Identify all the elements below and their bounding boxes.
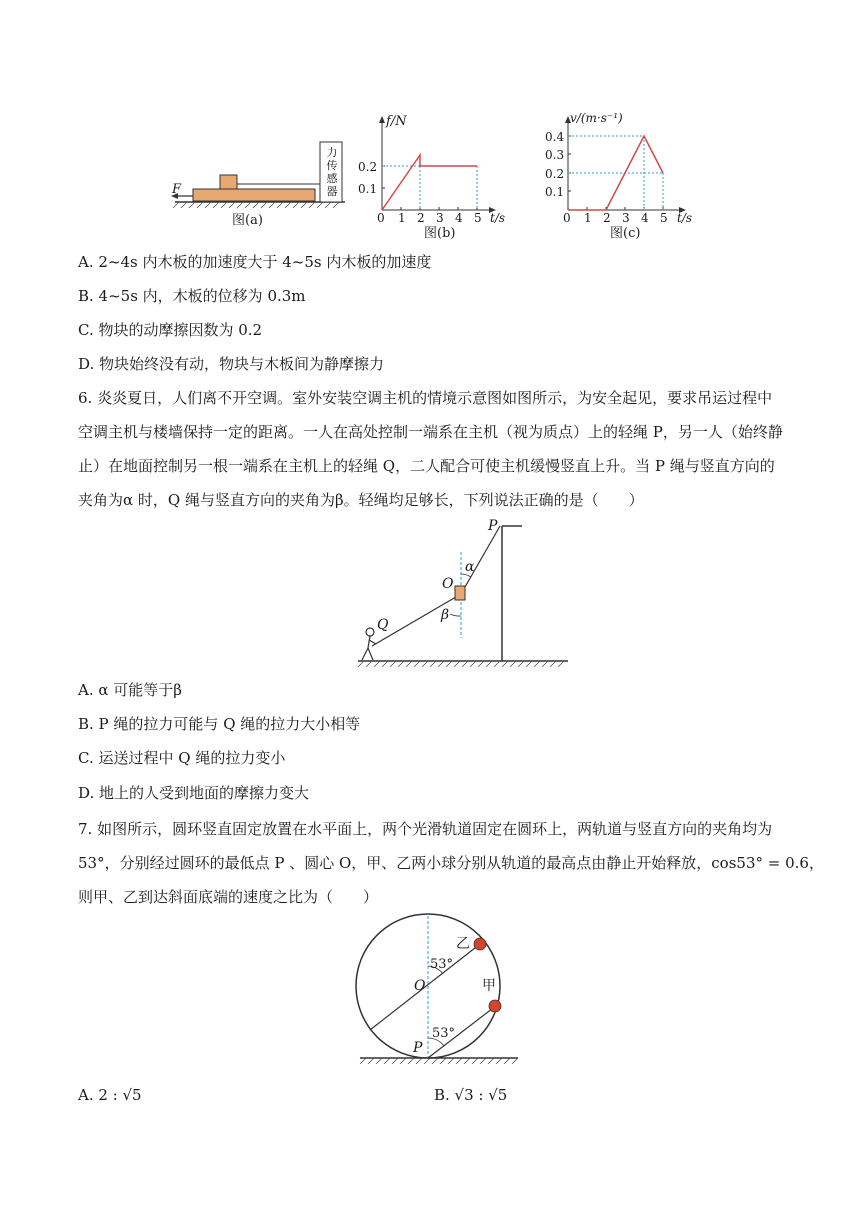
q6-label-q: Q xyxy=(377,617,389,633)
force-label: F xyxy=(172,182,182,197)
fig-b-x-tick-2: 2 xyxy=(417,211,425,225)
q5-option-b: B. 4~5s 内，木板的位移为 0.3m xyxy=(78,287,306,305)
q7-option-b: B. √3 : √5 xyxy=(434,1086,508,1104)
q6-option-a: A. α 可能等于β xyxy=(78,681,182,699)
q7-label-angle-top: 53° xyxy=(430,957,454,972)
q6-label-p: P xyxy=(488,518,498,534)
fig-c-origin: 0 xyxy=(563,211,571,225)
fig-c-x-tick-2: 2 xyxy=(603,211,611,225)
fig-b-x-tick-5: 5 xyxy=(474,211,482,225)
q7-stem-line-2: 53°，分别经过圆环的最低点 P 、圆心 O，甲、乙两小球分别从轨道的最高点由静止开始释放，cos53° = 0.6， xyxy=(78,854,824,872)
fig-c-y-label: v/(m·s⁻¹) xyxy=(570,111,623,125)
q6-label-beta: β xyxy=(441,607,450,623)
fig-c-x-tick-3: 3 xyxy=(622,211,630,225)
q6-label-o: O xyxy=(442,576,454,592)
figure-c-caption: 图(c) xyxy=(610,226,641,241)
q6-stem-line-3: 止）在地面控制另一根一端系在主机上的轻绳 Q，二人配合可使主机缓慢竖直上升。当 P 绳与竖直方向的 xyxy=(78,457,775,475)
q6-option-d: D. 地上的人受到地面的摩擦力变大 xyxy=(78,784,310,802)
person-icon xyxy=(362,628,376,660)
sensor-label: 力 传 感 器 xyxy=(326,146,338,198)
q5-option-d: D. 物块始终没有动，物块与木板间为静摩擦力 xyxy=(78,355,385,373)
q7-label-yi: 乙 xyxy=(456,936,470,952)
q7-stem-line-1: 7. 如图所示，圆环竖直固定放置在水平面上，两个光滑轨道固定在圆环上，两轨道与竖直方向的夹角均为 xyxy=(78,820,773,838)
q7-option-a: A. 2 : √5 xyxy=(78,1086,142,1104)
q7-label-p: P xyxy=(413,1040,423,1056)
fig-b-x-tick-3: 3 xyxy=(436,211,444,225)
fig-c-y-tick-0.1: 0.1 xyxy=(545,185,565,199)
figure-b-caption: 图(b) xyxy=(424,226,456,241)
fig-c-x-tick-5: 5 xyxy=(660,211,668,225)
fig-b-origin: 0 xyxy=(377,211,385,225)
fig-c-x-tick-1: 1 xyxy=(584,211,592,225)
q6-label-alpha: α xyxy=(465,559,475,575)
q6-figure xyxy=(340,518,570,674)
fig-b-y-tick-0.2: 0.2 xyxy=(358,160,378,174)
fig-b-x-tick-4: 4 xyxy=(455,211,463,225)
q5-option-c: C. 物块的动摩擦因数为 0.2 xyxy=(78,321,263,339)
q6-option-c: C. 运送过程中 Q 绳的拉力变小 xyxy=(78,749,286,767)
q7-label-jia: 甲 xyxy=(482,978,496,994)
block xyxy=(220,175,237,189)
friction-graph xyxy=(382,155,477,210)
q7-label-angle-bottom: 53° xyxy=(432,1026,456,1041)
ball-yi xyxy=(474,938,486,950)
fig-b-y-tick-0.1: 0.1 xyxy=(358,182,378,196)
q6-stem-line-2: 空调主机与楼墙保持一定的距离。一人在高处控制一端系在主机（视为质点）上的轻绳 P，另一人（始终静 xyxy=(78,423,783,441)
fig-c-y-tick-0.4: 0.4 xyxy=(545,130,565,144)
fig-b-x-label: t/s xyxy=(490,211,506,225)
fig-c-y-tick-0.2: 0.2 xyxy=(545,167,565,181)
board xyxy=(193,189,315,201)
fig-c-x-label: t/s xyxy=(677,211,693,225)
fig-b-y-label: f/N xyxy=(386,114,407,129)
fig-b-x-tick-1: 1 xyxy=(398,211,406,225)
q6-stem-line-1: 6. 炎炎夏日，人们离不开空调。室外安装空调主机的情境示意图如图所示，为安全起见，要求吊运过程中 xyxy=(78,389,773,407)
q6-option-b: B. P 绳的拉力可能与 Q 绳的拉力大小相等 xyxy=(78,715,361,733)
fig-c-x-tick-4: 4 xyxy=(641,211,649,225)
fig-c-y-tick-0.3: 0.3 xyxy=(545,148,565,162)
ac-unit xyxy=(455,586,465,600)
q7-stem-line-3: 则甲、乙到达斜面底端的速度之比为（ ） xyxy=(78,888,379,906)
figure-a-caption: 图(a) xyxy=(232,213,263,228)
q7-label-o: O xyxy=(414,978,426,994)
ball-jia xyxy=(489,1000,501,1012)
q5-option-a: A. 2~4s 内木板的加速度大于 4~5s 内木板的加速度 xyxy=(78,253,432,271)
q6-stem-line-4: 夹角为α 时，Q 绳与竖直方向的夹角为β。轻绳均足够长，下列说法正确的是（ ） xyxy=(78,491,644,509)
